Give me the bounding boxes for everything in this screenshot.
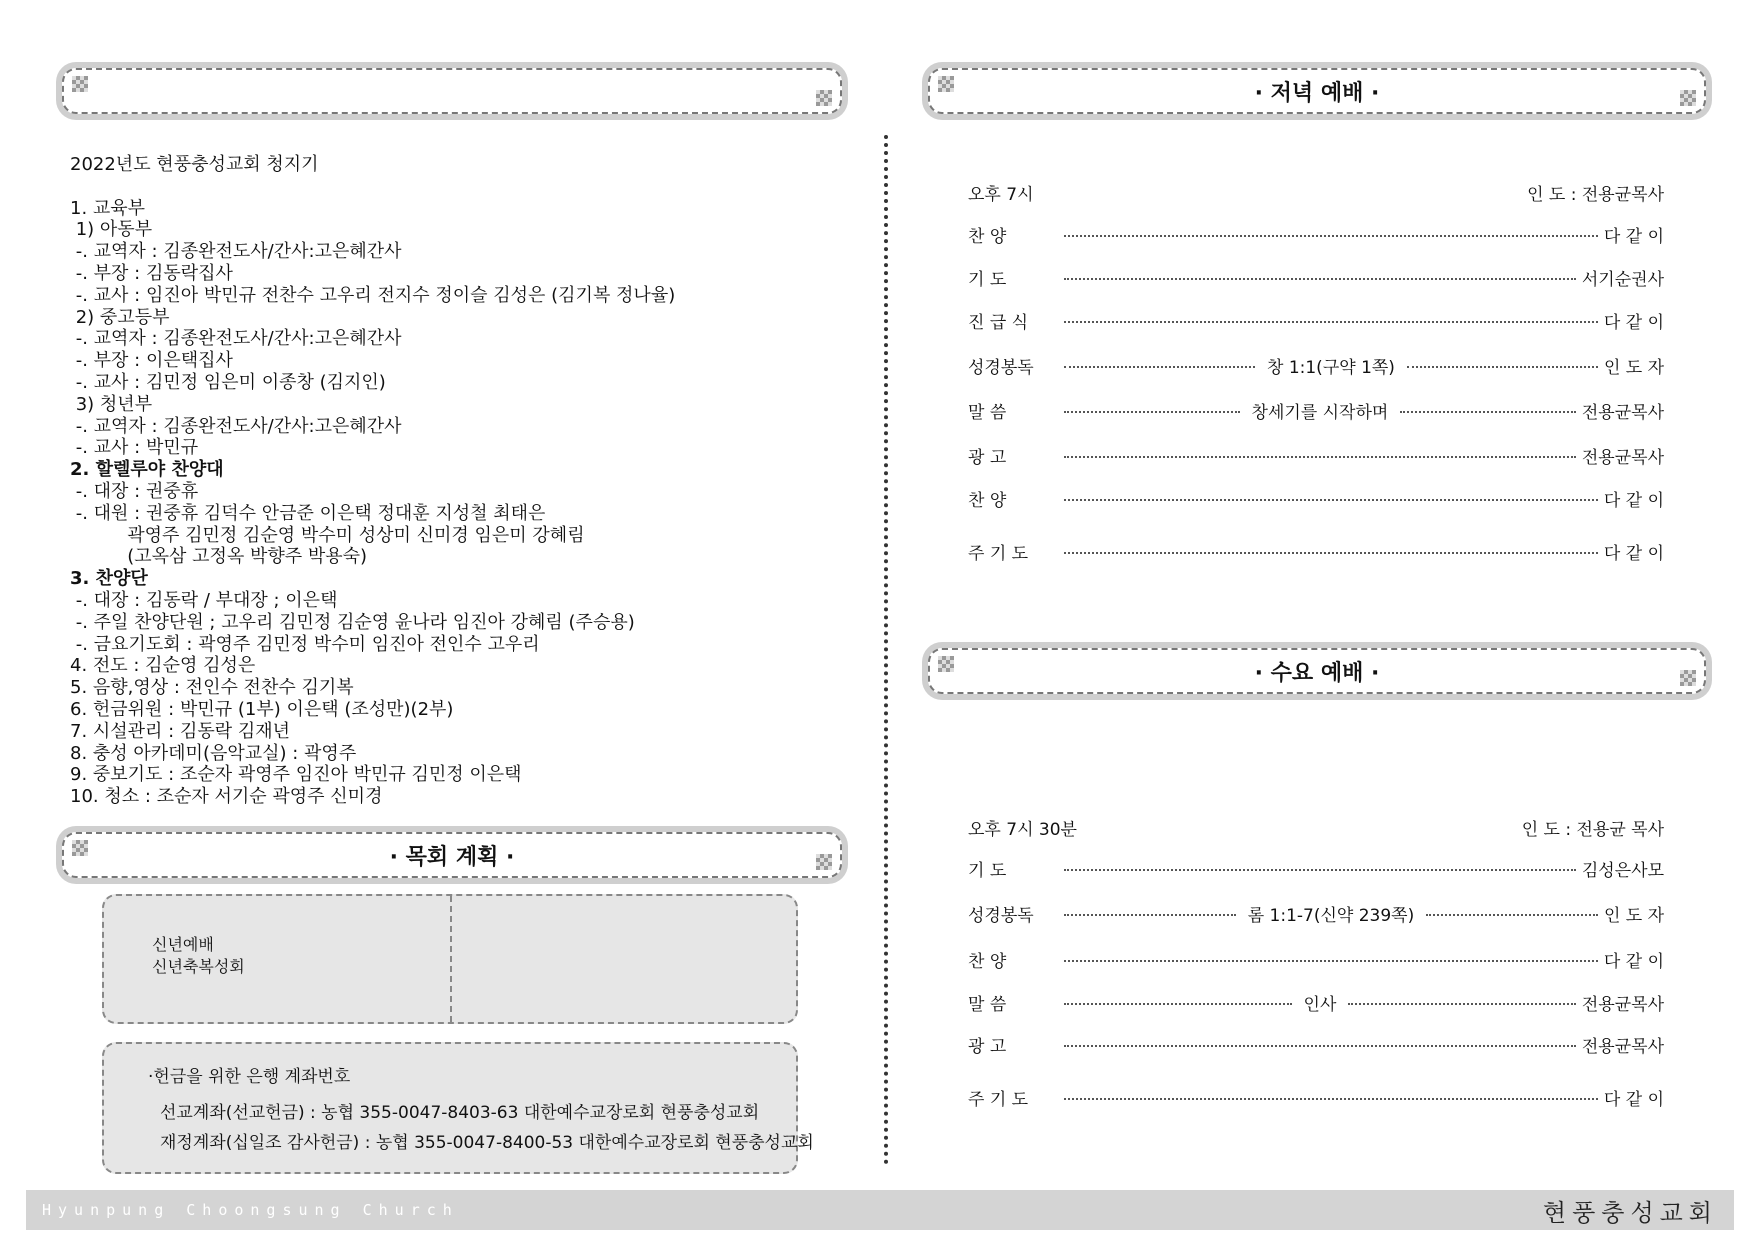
worship-row [968,857,1664,879]
dot-leader [1064,914,1236,916]
worship-row-person: 서기순권사 [1581,269,1664,290]
worship-row-label: 광 고 [968,1036,1007,1057]
steward-line: -. 대원 : 권중휴 김덕수 안금준 이은택 정대훈 지성철 최태은 [70,502,546,524]
dot-leader [1426,914,1598,916]
worship-row-person: 전용균목사 [1581,402,1664,423]
steward-line: 3) 청년부 [70,393,153,415]
checker-corner-icon [72,840,88,856]
steward-line: -. 대장 : 김동락 / 부대장 ; 이은택 [70,589,338,611]
worship-row-label: 말 씀 [968,994,1007,1015]
worship-row [968,266,1664,288]
steward-line: -. 교사 : 임진아 박민규 전찬수 고우리 전지수 정이슬 김성은 (김기복 정나율) [70,284,676,306]
steward-line: 4. 전도 : 김순영 김성은 [70,655,256,677]
footer-bar [26,1190,1734,1230]
worship-row-label: 진 급 식 [968,312,1029,333]
worship-row-person: 전용균목사 [1581,447,1664,468]
worship-row-person: 인 도 자 [1603,357,1665,378]
worship-row [968,540,1664,562]
steward-line: (고옥삼 고정옥 박향주 박용숙) [70,546,368,568]
worship-row-label: 찬 양 [968,951,1007,972]
evening-time: 오후 7시 [968,185,1034,205]
bank-account-box [102,1042,814,1174]
dot-leader [1064,366,1255,368]
steward-line: 2) 중고등부 [70,306,170,328]
footer-church-name-en: Hyunpung Choongsung Church [42,1201,459,1219]
dot-leader [1064,235,1598,237]
pastoral-plan-box-divider [450,896,452,1022]
pastoral-plan-title: · 목회 계획 · [389,844,515,870]
worship-row-label: 주 기 도 [968,543,1029,564]
steward-line: 2. 할렐루야 찬양대 [70,459,224,481]
worship-row [968,399,1664,421]
worship-row [968,223,1664,245]
left-top-banner [62,68,842,114]
checker-corner-icon [816,90,832,106]
dot-leader [1064,411,1240,413]
worship-row [968,354,1664,376]
checker-corner-icon [72,76,88,92]
worship-row [968,1086,1664,1108]
worship-row-person: 다 같 이 [1603,226,1664,247]
steward-line: 6. 헌금위원 : 박민규 (1부) 이은택 (조성만)(2부) [70,698,454,720]
dot-leader [1064,499,1598,501]
checker-corner-icon [1680,90,1696,106]
worship-row-label: 성경봉독 [968,905,1034,926]
checker-corner-icon [1680,670,1696,686]
steward-list [70,154,675,808]
worship-row-label: 찬 양 [968,490,1007,511]
steward-line: 9. 중보기도 : 조순자 곽영주 임진아 박민규 김민정 이은택 [70,764,522,786]
dot-leader [1064,278,1576,280]
evening-leader: 인 도 : 전용균목사 [1527,185,1664,205]
steward-line: -. 교사 : 박민규 [70,437,199,459]
dot-leader [1064,321,1598,323]
worship-row-detail: 창 1:1(구약 1쪽) [1267,357,1395,378]
worship-row-person: 다 같 이 [1603,312,1664,333]
worship-row-label: 기 도 [968,860,1007,881]
dot-leader [1064,1045,1576,1047]
wednesday-leader: 인 도 : 전용균 목사 [1521,820,1664,840]
steward-line: 10. 청소 : 조순자 서기순 곽영주 신미경 [70,786,383,808]
dot-leader [1064,869,1576,871]
worship-row-label: 기 도 [968,269,1007,290]
pastoral-plan-banner [62,832,842,878]
pastoral-item: 신년축복성회 [152,957,245,976]
dot-leader [1348,1003,1576,1005]
worship-row [968,487,1664,509]
steward-line: -. 부장 : 김동락집사 [70,262,233,284]
steward-line: -. 교사 : 김민정 임은미 이종창 (김지인) [70,371,386,393]
worship-row-detail: 인사 [1303,994,1337,1015]
steward-line: -. 대장 : 권중휴 [70,480,199,502]
worship-row [968,991,1664,1013]
worship-row-label: 찬 양 [968,226,1007,247]
evening-worship-banner [928,68,1706,114]
steward-line: -. 교역자 : 김종완전도사/간사:고은혜간사 [70,328,402,350]
worship-row [968,902,1664,924]
wednesday-worship-title: · 수요 예배 · [1254,660,1380,686]
worship-row-person: 다 같 이 [1603,490,1664,511]
steward-line: 3. 찬양단 [70,568,148,590]
wednesday-time: 오후 7시 30분 [968,820,1077,840]
dot-leader [1064,1098,1598,1100]
dot-leader [1064,960,1598,962]
steward-line: -. 주일 찬양단원 ; 고우리 김민정 김순영 윤나라 임진아 강혜림 (주승용) [70,611,635,633]
steward-line: -. 부장 : 이은택집사 [70,350,233,372]
pastoral-item: 신년예배 [152,935,214,954]
steward-line: 곽영주 김민정 김순영 박수미 성상미 신미경 임은미 강혜림 [70,524,585,546]
pastoral-plan-box [102,894,798,1024]
worship-row-person: 다 같 이 [1603,1089,1664,1110]
steward-line: 5. 음향,영상 : 전인수 전찬수 김기복 [70,677,354,699]
steward-line: 1. 교육부 [70,197,146,219]
worship-row-detail: 창세기를 시작하며 [1251,402,1389,423]
worship-row-person: 전용균목사 [1581,1036,1664,1057]
worship-row-label: 주 기 도 [968,1089,1029,1110]
steward-line: -. 교역자 : 김종완전도사/간사:고은혜간사 [70,415,402,437]
steward-line: -. 교역자 : 김종완전도사/간사:고은혜간사 [70,241,402,263]
column-divider [884,135,888,1165]
worship-row-person: 다 같 이 [1603,951,1664,972]
worship-row-label: 광 고 [968,447,1007,468]
checker-corner-icon [938,656,954,672]
worship-row-label: 성경봉독 [968,357,1034,378]
steward-line: 7. 시설관리 : 김동락 김재년 [70,720,291,742]
worship-row-person: 인 도 자 [1603,905,1665,926]
steward-line: 2022년도 현풍충성교회 청지기 [70,154,319,175]
steward-line: -. 금요기도회 : 곽영주 김민정 박수미 임진아 전인수 고우리 [70,633,540,655]
dot-leader [1064,456,1576,458]
worship-row-person: 김성은사모 [1581,860,1664,881]
worship-row [968,444,1664,466]
worship-row-person: 전용균목사 [1581,994,1665,1015]
steward-line: 1) 아동부 [70,219,153,241]
worship-row [968,1033,1664,1055]
worship-row [968,309,1664,331]
wednesday-worship-banner [928,648,1706,694]
footer-church-name-ko: 현풍충성교회 [1542,1198,1718,1227]
worship-row-person: 다 같 이 [1603,543,1664,564]
dot-leader [1064,552,1598,554]
bank-line: 재정계좌(십일조 감사헌금) : 농협 355-0047-8400-53 대한예수교장로회 현풍충성교회 [160,1133,814,1153]
worship-row-detail: 롬 1:1-7(신약 239쪽) [1247,905,1415,926]
bank-line: 선교계좌(선교헌금) : 농협 355-0047-8403-63 대한예수교장로회 현풍충성교회 [160,1103,760,1123]
steward-line: 8. 충성 아카데미(음악교실) : 곽영주 [70,742,357,764]
bank-title: ·헌금을 위한 은행 계좌번호 [148,1067,351,1087]
checker-corner-icon [816,854,832,870]
dot-leader [1400,411,1576,413]
checker-corner-icon [938,76,954,92]
dot-leader [1064,1003,1292,1005]
worship-row [968,948,1664,970]
steward-line [70,176,675,198]
evening-worship-title: · 저녁 예배 · [1254,80,1380,106]
dot-leader [1407,366,1598,368]
worship-row-label: 말 씀 [968,402,1007,423]
